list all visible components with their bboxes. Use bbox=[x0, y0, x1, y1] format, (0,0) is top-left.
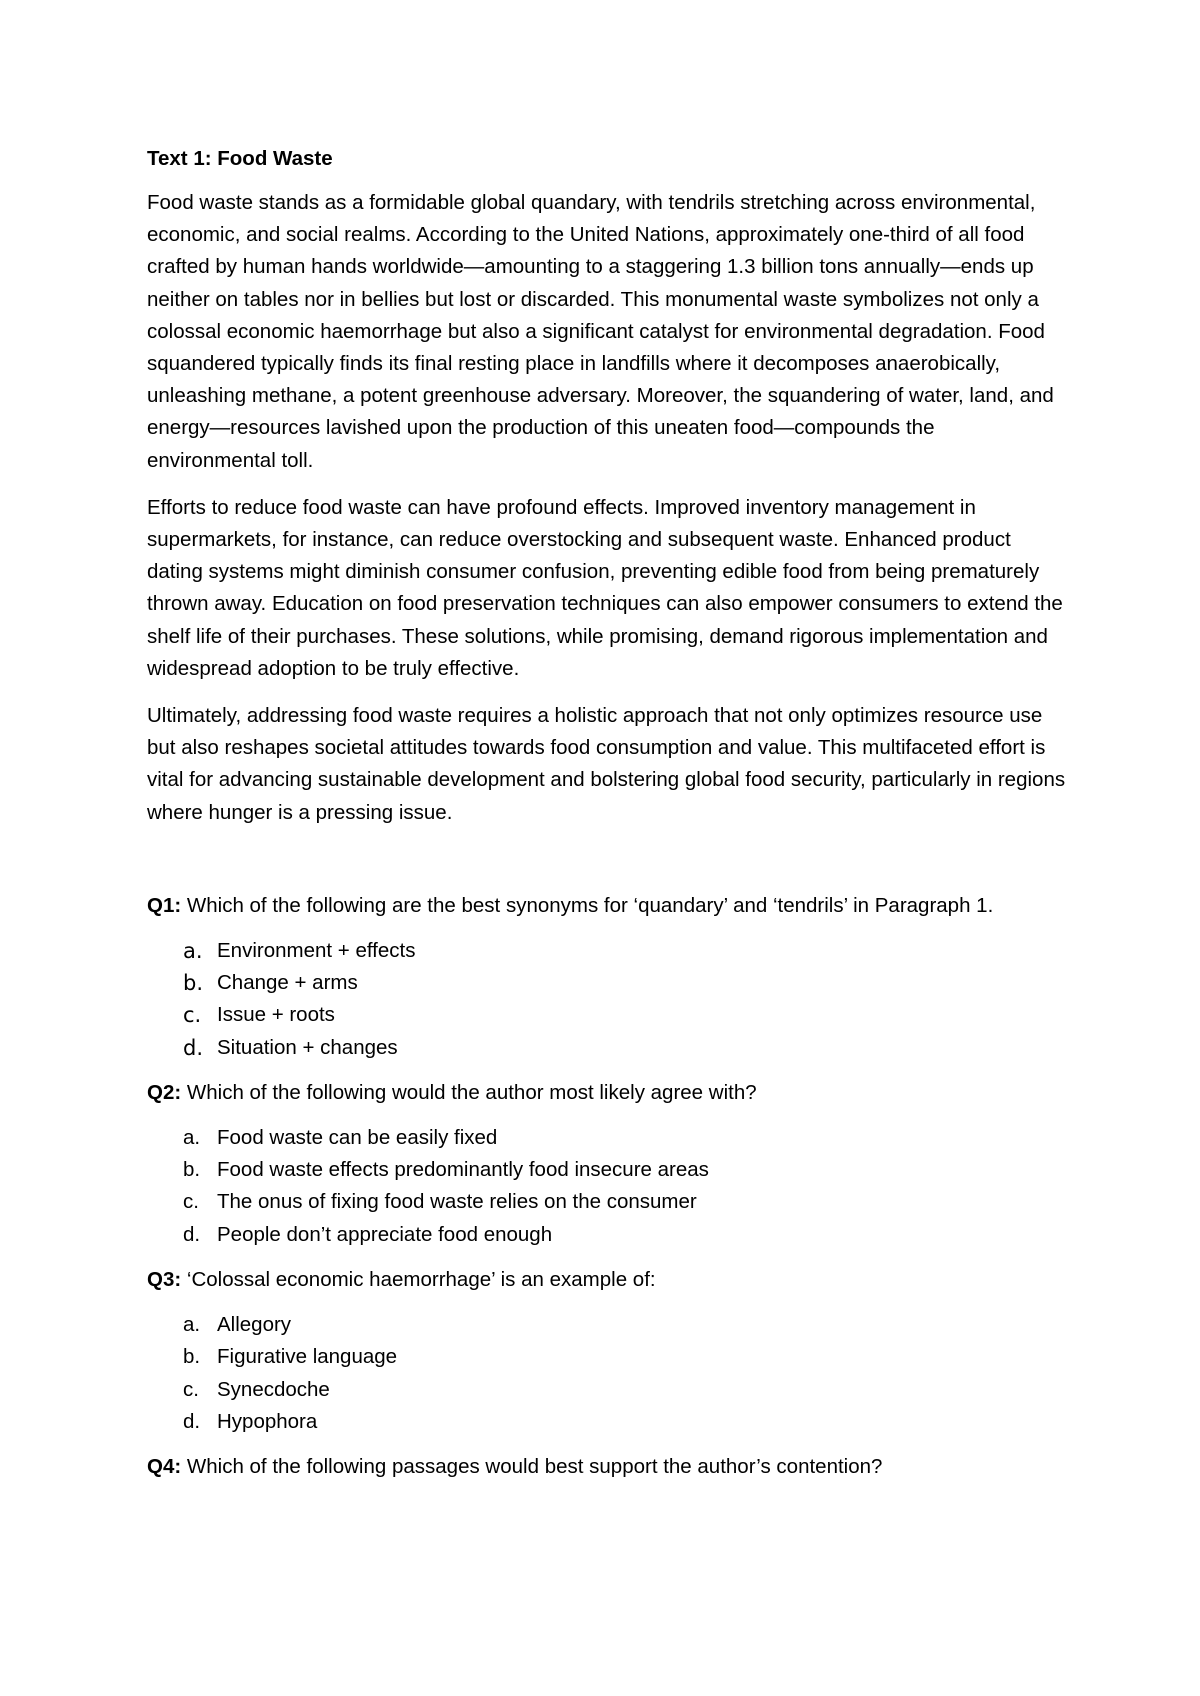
question-label: Q4: bbox=[147, 1454, 182, 1478]
option-letter: a. bbox=[183, 1126, 201, 1150]
option-text: Synecdoche bbox=[217, 1377, 330, 1401]
question-label: Q2: bbox=[147, 1080, 182, 1104]
option-item[interactable] bbox=[147, 1406, 1067, 1438]
option-item[interactable] bbox=[147, 1341, 1067, 1373]
option-item[interactable] bbox=[147, 1032, 1067, 1064]
option-letter: d. bbox=[183, 1222, 201, 1246]
question-1 bbox=[147, 890, 1067, 922]
option-text: Issue + roots bbox=[217, 1003, 335, 1027]
option-text: Figurative language bbox=[217, 1345, 398, 1369]
option-text: Change + arms bbox=[217, 971, 358, 995]
question-text: ‘Colossal economic haemorrhage’ is an example of: bbox=[181, 1267, 656, 1291]
question-label: Q3: bbox=[147, 1267, 182, 1291]
question-2 bbox=[147, 1077, 1067, 1109]
option-item[interactable] bbox=[147, 1219, 1067, 1251]
option-text: Environment + effects bbox=[217, 939, 416, 963]
option-letter: a. bbox=[183, 939, 203, 964]
document-title: Text 1: Food Waste bbox=[147, 147, 333, 170]
question-label: Q1: bbox=[147, 893, 182, 917]
option-text: People don’t appreciate food enough bbox=[217, 1222, 553, 1246]
option-item[interactable] bbox=[147, 999, 1067, 1031]
option-text: Food waste can be easily fixed bbox=[217, 1126, 498, 1150]
paragraph-3: Ultimately, addressing food waste requires a holistic approach that not only optimizes resource use but also reshapes societal attitudes towards food consumption and value. This multifaceted effort is vital for advancing sustainable development and bolstering global food security, particularly in regions where hunger is a pressing issue. bbox=[147, 704, 1066, 824]
option-text: The onus of fixing food waste relies on the consumer bbox=[217, 1190, 697, 1214]
option-text: Food waste effects predominantly food insecure areas bbox=[217, 1158, 709, 1182]
option-letter: d. bbox=[183, 1409, 201, 1433]
option-letter: b. bbox=[183, 971, 204, 996]
question-3 bbox=[147, 1264, 1067, 1296]
option-item[interactable] bbox=[147, 1154, 1067, 1186]
option-letter: b. bbox=[183, 1158, 201, 1182]
option-text: Situation + changes bbox=[217, 1035, 398, 1059]
document-content bbox=[147, 143, 1067, 1496]
option-text: Hypophora bbox=[217, 1409, 318, 1433]
question-2-options bbox=[147, 1122, 1067, 1251]
question-text: Which of the following passages would best support the author’s contention? bbox=[181, 1454, 883, 1478]
option-item[interactable] bbox=[147, 967, 1067, 999]
option-item[interactable] bbox=[147, 1374, 1067, 1406]
question-4 bbox=[147, 1451, 1067, 1483]
option-letter: b. bbox=[183, 1345, 201, 1369]
paragraph-2: Efforts to reduce food waste can have profound effects. Improved inventory management in supermarkets, for instance, can reduce overstocking and subsequent waste. Enhanced product dating systems might diminish consumer confusion, preventing edible food from being prematurely thrown away. Education on food preservation techniques can also empower consumers to extend the shelf life of their purchases. These solutions, while promising, demand rigorous implementation and widespread adoption to be truly effective. bbox=[147, 495, 1063, 680]
option-item[interactable] bbox=[147, 1122, 1067, 1154]
question-1-options bbox=[147, 935, 1067, 1064]
option-letter: c. bbox=[183, 1003, 202, 1028]
question-3-options bbox=[147, 1309, 1067, 1438]
option-item[interactable] bbox=[147, 1186, 1067, 1218]
question-text: Which of the following are the best synonyms for ‘quandary’ and ‘tendrils’ in Paragraph 1. bbox=[181, 893, 994, 917]
option-letter: a. bbox=[183, 1313, 201, 1337]
option-letter: c. bbox=[183, 1190, 199, 1214]
paragraph-1: Food waste stands as a formidable global quandary, with tendrils stretching across environmental, economic, and social realms. According to the United Nations, approximately one-third of all food crafted by human hands worldwide—amounting to a staggering 1.3 billion tons annually—ends up neither on tables nor in bellies but lost or discarded. This monumental waste symbolizes not only a colossal economic haemorrhage but also a significant catalyst for environmental degradation. Food squandered typically finds its final resting place in landfills where it decomposes anaerobically, unleashing methane, a potent greenhouse adversary. Moreover, the squandering of water, land, and energy—resources lavished upon the production of this uneaten food—compounds the environmental toll. bbox=[147, 191, 1054, 472]
section-gap bbox=[147, 844, 1067, 890]
question-text: Which of the following would the author most likely agree with? bbox=[181, 1080, 757, 1104]
option-letter: d. bbox=[183, 1035, 204, 1060]
option-item[interactable] bbox=[147, 935, 1067, 967]
option-item[interactable] bbox=[147, 1309, 1067, 1341]
option-text: Allegory bbox=[217, 1313, 292, 1337]
option-letter: c. bbox=[183, 1377, 199, 1401]
